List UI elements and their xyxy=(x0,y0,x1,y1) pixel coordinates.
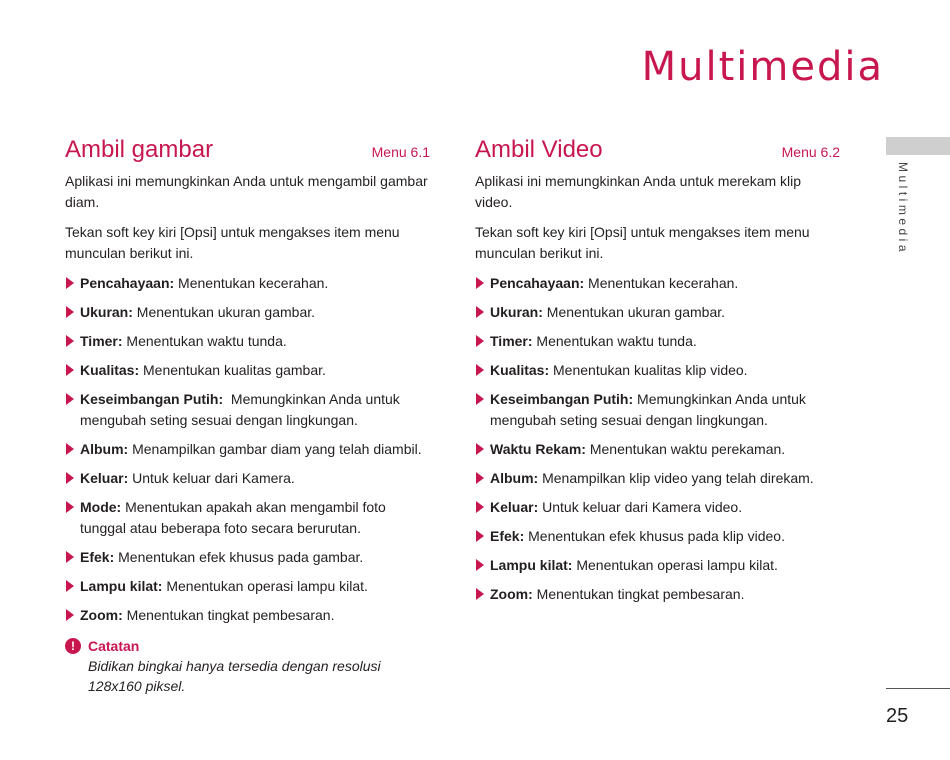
intro-paragraph: Aplikasi ini memungkinkan Anda untuk mengambil gambar diam. xyxy=(65,173,428,210)
triangle-bullet-icon xyxy=(66,580,74,592)
list-item xyxy=(475,439,840,460)
item-term: Keluar: xyxy=(490,499,539,515)
list-item xyxy=(65,468,430,489)
list-item xyxy=(65,576,430,597)
list-item xyxy=(475,526,840,547)
section-header xyxy=(475,136,840,166)
page-title: Multimedia xyxy=(641,44,884,90)
instruction-paragraph: Tekan soft key kiri [Opsi] untuk mengakses item menu munculan berikut ini. xyxy=(475,224,810,261)
list-item xyxy=(475,302,840,323)
item-term: Kualitas: xyxy=(80,362,140,378)
intro-paragraph: Aplikasi ini memungkinkan Anda untuk merekam klip video. xyxy=(475,173,802,210)
list-item xyxy=(65,331,430,352)
item-term: Pencahayaan: xyxy=(490,275,585,291)
triangle-bullet-icon xyxy=(476,559,484,571)
item-desc: Menentukan tingkat pembesaran. xyxy=(532,586,745,602)
item-term: Ukuran: xyxy=(80,304,133,320)
triangle-bullet-icon xyxy=(476,472,484,484)
item-term: Album: xyxy=(80,441,129,457)
item-desc: Menentukan efek khusus pada gambar. xyxy=(114,549,364,565)
triangle-bullet-icon xyxy=(66,501,74,513)
list-item xyxy=(65,389,430,431)
triangle-bullet-icon xyxy=(66,472,74,484)
item-term: Lampu kilat: xyxy=(490,557,573,573)
section-tab-bar xyxy=(886,137,950,155)
triangle-bullet-icon xyxy=(476,364,484,376)
item-term: Waktu Rekam: xyxy=(490,441,586,457)
triangle-bullet-icon xyxy=(66,277,74,289)
page-number: 25 xyxy=(886,705,909,727)
list-item xyxy=(475,555,840,576)
triangle-bullet-icon xyxy=(66,364,74,376)
triangle-bullet-icon xyxy=(476,335,484,347)
triangle-bullet-icon xyxy=(476,443,484,455)
item-term: Efek: xyxy=(80,549,115,565)
item-desc: Menampilkan klip video yang telah direkam. xyxy=(538,470,814,486)
menu-reference: Menu 6.1 xyxy=(371,144,430,160)
list-item xyxy=(65,273,430,294)
note-title: Catatan xyxy=(88,638,140,654)
section-ambil-gambar xyxy=(65,136,430,696)
item-term: Zoom: xyxy=(490,586,533,602)
item-term: Mode: xyxy=(80,499,122,515)
item-desc: Menentukan waktu tunda. xyxy=(122,333,287,349)
item-desc: Menentukan kualitas gambar. xyxy=(139,362,326,378)
item-desc: Menentukan kecerahan. xyxy=(174,275,329,291)
list-item xyxy=(65,497,430,539)
list-item xyxy=(65,547,430,568)
item-term: Keluar: xyxy=(80,470,129,486)
note-text: Bidikan bingkai hanya tersedia dengan resolusi 128x160 piksel. xyxy=(88,658,381,694)
list-item xyxy=(65,302,430,323)
triangle-bullet-icon xyxy=(66,443,74,455)
item-desc: Menentukan kualitas klip video. xyxy=(549,362,748,378)
item-desc: Menampilkan gambar diam yang telah diambil. xyxy=(128,441,422,457)
item-desc: Menentukan waktu perekaman. xyxy=(585,441,786,457)
exclamation-circle-icon: ! xyxy=(65,638,81,654)
side-tab-label: Multimedia xyxy=(896,162,910,256)
item-desc: Menentukan operasi lampu kilat. xyxy=(572,557,778,573)
item-desc: Memungkinkan Anda untuk mengubah seting sesuai dengan lingkungan. xyxy=(490,391,806,428)
item-desc: Untuk keluar dari Kamera video. xyxy=(538,499,743,515)
triangle-bullet-icon xyxy=(476,530,484,542)
list-item xyxy=(475,584,840,605)
footer-rule xyxy=(886,688,950,689)
section-title: Ambil gambar xyxy=(65,136,214,163)
item-term: Efek: xyxy=(490,528,525,544)
list-item xyxy=(475,497,840,518)
triangle-bullet-icon xyxy=(476,501,484,513)
list-item xyxy=(475,273,840,294)
item-term: Keseimbangan Putih: xyxy=(490,391,634,407)
item-term: Album: xyxy=(490,470,539,486)
triangle-bullet-icon xyxy=(476,393,484,405)
triangle-bullet-icon xyxy=(66,393,74,405)
item-term: Lampu kilat: xyxy=(80,578,163,594)
triangle-bullet-icon xyxy=(66,551,74,563)
item-desc: Menentukan apakah akan mengambil foto tunggal atau beberapa foto secara berurutan. xyxy=(80,499,386,536)
section-header xyxy=(65,136,430,166)
item-desc: Menentukan tingkat pembesaran. xyxy=(122,607,335,623)
triangle-bullet-icon xyxy=(476,306,484,318)
triangle-bullet-icon xyxy=(476,588,484,600)
list-item xyxy=(475,468,840,489)
triangle-bullet-icon xyxy=(66,335,74,347)
item-desc: Untuk keluar dari Kamera. xyxy=(128,470,295,486)
item-desc: Memungkinkan Anda untuk mengubah seting sesuai dengan lingkungan. xyxy=(80,391,404,428)
item-desc: Menentukan kecerahan. xyxy=(584,275,739,291)
item-term: Timer: xyxy=(80,333,123,349)
item-desc: Menentukan efek khusus pada klip video. xyxy=(524,528,785,544)
item-desc: Menentukan ukuran gambar. xyxy=(542,304,726,320)
triangle-bullet-icon xyxy=(66,609,74,621)
list-item xyxy=(475,360,840,381)
section-ambil-video xyxy=(475,136,840,613)
list-item xyxy=(65,439,430,460)
triangle-bullet-icon xyxy=(66,306,74,318)
list-item xyxy=(65,360,430,381)
note-box xyxy=(65,636,430,696)
instruction-paragraph: Tekan soft key kiri [Opsi] untuk mengakses item menu munculan berikut ini. xyxy=(65,224,400,261)
item-term: Kualitas: xyxy=(490,362,550,378)
triangle-bullet-icon xyxy=(476,277,484,289)
menu-reference: Menu 6.2 xyxy=(781,144,840,160)
item-term: Ukuran: xyxy=(490,304,543,320)
item-desc: Menentukan ukuran gambar. xyxy=(132,304,316,320)
list-item xyxy=(475,331,840,352)
item-term: Timer: xyxy=(490,333,533,349)
item-term: Keseimbangan Putih: xyxy=(80,391,224,407)
list-item xyxy=(475,389,840,431)
section-title: Ambil Video xyxy=(475,136,603,163)
item-term: Pencahayaan: xyxy=(80,275,175,291)
item-term: Zoom: xyxy=(80,607,123,623)
item-desc: Menentukan waktu tunda. xyxy=(532,333,697,349)
item-desc: Menentukan operasi lampu kilat. xyxy=(162,578,368,594)
list-item xyxy=(65,605,430,626)
